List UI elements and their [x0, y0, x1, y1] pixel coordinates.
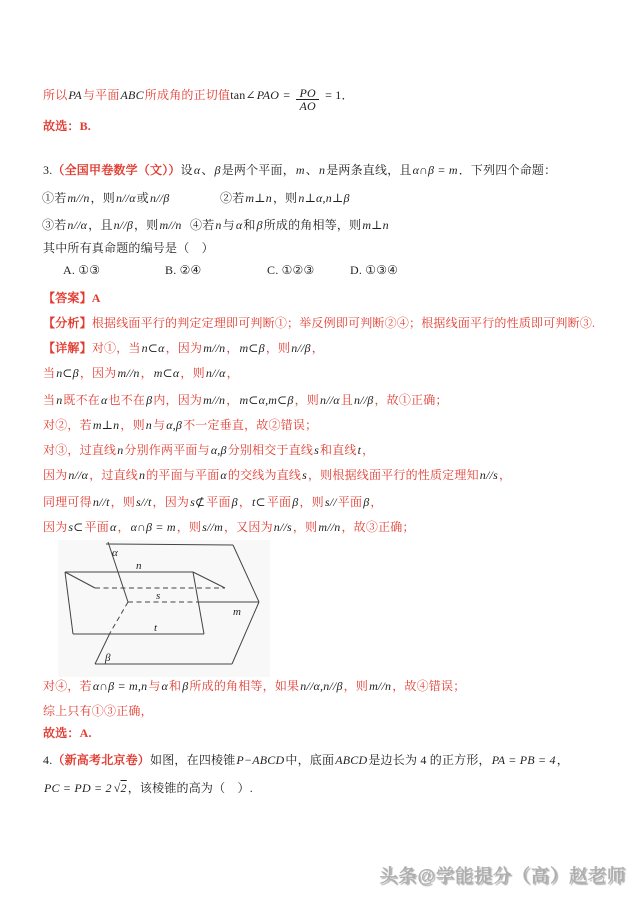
text-segment: n//α	[320, 393, 340, 407]
text-segment: ，该棱锥的高为（ ）.	[127, 781, 253, 795]
text-segment: ，且	[88, 218, 113, 232]
text-segment: 与平面	[82, 88, 120, 102]
option-d: D. ①③④	[350, 263, 399, 277]
text-segment: ③若	[42, 218, 67, 232]
text-segment: 与	[148, 679, 161, 693]
analysis-line	[43, 311, 595, 336]
planes-figure	[58, 540, 270, 677]
text-segment: s//t	[136, 495, 152, 509]
text-segment: α,β	[210, 443, 227, 457]
text-segment: α	[220, 468, 227, 482]
text-segment: n//β	[353, 393, 374, 407]
text-segment: s//m	[202, 520, 223, 534]
text-segment: ，则根据线面平行的性质定理知	[307, 468, 479, 482]
text-segment: 【分析】	[43, 316, 92, 330]
text-segment: $\frac{PO}{AO}$	[295, 87, 319, 113]
text-segment: n	[56, 393, 63, 407]
answer-choice-a-line	[43, 721, 92, 746]
text-segment: √2	[113, 781, 127, 795]
detail-line-3	[43, 388, 448, 413]
answer-choice-b-line	[43, 114, 91, 139]
text-segment: m⊥n	[92, 418, 120, 432]
text-segment: 、	[305, 163, 318, 177]
text-segment: 对②，若	[43, 418, 92, 432]
text-segment: ④若	[190, 218, 215, 232]
text-segment: ABCD	[335, 753, 368, 767]
text-segment: ，则	[176, 520, 202, 534]
text-segment: n	[318, 163, 326, 177]
text-segment: 因为	[43, 468, 68, 482]
text-segment: ，因为	[152, 495, 190, 509]
text-segment: ，	[311, 341, 324, 355]
text-segment: n//α	[67, 218, 88, 232]
text-segment: ，则	[294, 393, 319, 407]
text-segment: n//α	[115, 191, 136, 205]
text-segment: α∩β = m,n	[92, 679, 148, 693]
text-segment: ，	[362, 443, 375, 457]
option-a: A. ①③	[63, 263, 101, 277]
text-segment: 对③，过直线	[43, 443, 117, 457]
text-segment: β	[214, 163, 221, 177]
text-segment: 平面	[84, 520, 109, 534]
text-segment: 3.	[43, 163, 53, 177]
text-segment: 所成角的正切值	[144, 88, 231, 102]
text-segment: n	[117, 443, 124, 457]
text-segment: ，又因为	[223, 520, 273, 534]
text-segment: 平面	[337, 495, 363, 509]
text-segment: ，则	[120, 418, 145, 432]
text-segment: 因为	[43, 520, 68, 534]
text-segment: n//α,n//β	[300, 679, 343, 693]
solution-conclusion-line	[43, 82, 354, 113]
text-segment: m//n	[369, 679, 392, 693]
detail-line-4	[43, 413, 317, 438]
text-segment: ABC	[120, 88, 144, 102]
text-segment: 内，因为	[153, 393, 203, 407]
text-segment: 且	[340, 393, 353, 407]
text-segment: α	[109, 520, 117, 534]
figure-label-beta: β	[105, 652, 111, 664]
text-segment: PC = PD = 2	[44, 781, 112, 795]
text-segment: 同理可得	[43, 495, 92, 509]
text-segment: ，	[498, 468, 512, 482]
text-segment: 所成的角相等，则	[263, 218, 362, 232]
text-segment: ，则	[134, 218, 159, 232]
text-segment: 是两条直线，且	[326, 163, 412, 177]
text-segment: β	[292, 495, 299, 509]
text-segment: 和	[243, 218, 256, 232]
figure-beta-left-edge-hidden	[110, 602, 128, 633]
text-segment: ，	[556, 753, 569, 767]
text-segment: ，故①正确；	[374, 393, 448, 407]
text-segment: 如图，在四棱锥	[150, 753, 236, 767]
text-segment: 或	[136, 191, 149, 205]
figure-ns-plane-left-edge	[65, 572, 95, 588]
text-segment: ．	[341, 88, 354, 102]
text-segment: 是两个平面，	[221, 163, 295, 177]
text-segment: 对①，当	[91, 341, 141, 355]
text-segment: 与	[152, 418, 166, 432]
text-segment: ，故③正确；	[341, 520, 415, 534]
question-3-stem	[43, 158, 556, 183]
proposition-2	[220, 186, 351, 211]
text-segment: β	[231, 495, 238, 509]
figure-label-n: n	[136, 560, 142, 572]
detail-line-8	[43, 515, 415, 540]
text-segment: β	[182, 679, 189, 693]
text-segment: = 1	[321, 88, 342, 102]
figure-nt-plane-right-edge	[193, 572, 204, 634]
text-segment: ，则	[90, 191, 115, 205]
option-c: C. ①②③	[267, 263, 315, 277]
text-segment: 【详解】	[43, 341, 92, 355]
text-segment: m⊥n	[362, 218, 389, 232]
proposition-3	[42, 213, 183, 238]
text-segment: P−ABCD	[236, 753, 285, 767]
text-segment: PA = PB = 4	[491, 753, 556, 767]
text-segment: α∩β = m	[412, 163, 458, 177]
text-segment: 中，底面	[285, 753, 335, 767]
watermark-author: 头条@学能提分（高）赵老师	[379, 866, 626, 886]
text-segment: m//n	[318, 520, 341, 534]
text-segment: α,β	[166, 418, 183, 432]
text-segment: 根据线面平行的判定定理即可判断①；举反例即可判断②④；根据线面平行的性质即可判断③.	[91, 316, 596, 330]
option-b: B. ②④	[165, 263, 202, 277]
text-segment: t⊂	[252, 495, 266, 509]
text-segment: ，故④错误；	[392, 679, 466, 693]
text-segment: m//n	[159, 218, 182, 232]
text-segment: n//s	[273, 520, 292, 534]
text-segment: m//n	[203, 341, 226, 355]
text-segment: 4.	[43, 753, 53, 767]
text-segment: 和	[169, 679, 182, 693]
text-segment: s//	[324, 495, 337, 509]
text-segment: s⊄	[190, 495, 206, 509]
text-segment: ，	[226, 366, 239, 380]
text-segment: 既不在	[63, 393, 101, 407]
text-segment: 当	[43, 393, 56, 407]
question-4-stem-line-1	[43, 748, 569, 773]
detail-line-5	[43, 438, 374, 463]
text-segment: PA	[68, 88, 82, 102]
text-segment: 故选：B.	[43, 119, 92, 133]
text-segment: 也不在	[108, 393, 146, 407]
text-segment: ，则	[343, 679, 369, 693]
text-segment: ，	[140, 366, 153, 380]
text-segment: t	[357, 443, 362, 457]
text-segment: ，则	[265, 341, 291, 355]
text-segment: 平面	[266, 495, 292, 509]
text-segment: m//n	[67, 191, 90, 205]
answer-line	[43, 286, 101, 311]
text-segment: β	[363, 495, 370, 509]
detail-line-1	[43, 336, 324, 361]
text-segment: n//α	[68, 468, 89, 482]
text-segment: m//n	[117, 366, 140, 380]
text-segment: s	[302, 468, 307, 482]
text-segment: m⊂α,m⊂β	[239, 393, 294, 407]
text-segment: m⊂β	[239, 341, 265, 355]
text-segment: n⊂β	[56, 366, 79, 380]
text-segment: （新高考北京卷）	[52, 753, 151, 767]
text-segment: 所以	[43, 88, 68, 102]
text-segment: n⊂α	[141, 341, 165, 355]
question-4-stem-line-2	[43, 775, 253, 801]
text-segment: ，	[238, 495, 252, 509]
text-segment: n//β	[113, 218, 134, 232]
text-segment: 的平面与平面	[146, 468, 220, 482]
text-segment: 是边长为 4 的正方形，	[368, 753, 491, 767]
detail-line-9	[43, 674, 465, 699]
text-segment: m//n	[203, 393, 226, 407]
text-segment: s	[314, 443, 319, 457]
text-segment: tan∠	[230, 88, 256, 102]
text-segment: ，因为	[79, 366, 117, 380]
text-segment: 与	[222, 218, 235, 232]
text-segment: m⊂α	[153, 366, 180, 380]
text-segment: n⊥α,n⊥β	[298, 191, 350, 205]
text-segment: 其中所有真命题的编号是（ ）	[43, 241, 214, 255]
text-segment: n//α	[205, 366, 226, 380]
text-segment: 【答案】A	[43, 291, 101, 305]
text-segment: ，	[226, 393, 239, 407]
detail-line-6	[43, 463, 511, 488]
text-segment: n	[215, 218, 222, 232]
text-segment: 分别相交于直线	[227, 443, 314, 457]
text-segment: n//β	[291, 341, 311, 355]
text-segment: ．下列四个命题：	[458, 163, 557, 177]
text-segment: 所成的角相等，如果	[189, 679, 300, 693]
text-segment: 分别作两平面与	[124, 443, 210, 457]
text-segment: ，	[226, 341, 239, 355]
text-segment: ，	[117, 520, 130, 534]
text-segment: β	[256, 218, 263, 232]
text-segment: n	[145, 418, 152, 432]
text-segment: 平面	[206, 495, 231, 509]
text-segment: ，则	[110, 495, 136, 509]
figure-label-m: m	[233, 606, 241, 618]
proposition-1	[42, 186, 170, 211]
text-segment: n	[139, 468, 146, 482]
text-segment: α	[101, 393, 108, 407]
text-segment: α	[235, 218, 243, 232]
text-segment: ，	[370, 495, 383, 509]
planes-figure-svg	[58, 540, 270, 677]
text-segment: 、	[201, 163, 214, 177]
text-segment: ，则	[272, 191, 298, 205]
figure-alpha-right-edge	[233, 545, 259, 602]
text-segment: α	[161, 679, 169, 693]
text-segment: n//t	[92, 495, 110, 509]
text-segment: =	[280, 88, 294, 102]
text-segment: 和直线	[319, 443, 357, 457]
text-segment: 综上只有①③正确，	[43, 704, 153, 718]
detail-line-2	[43, 361, 239, 386]
text-segment: ①若	[42, 191, 67, 205]
text-segment: PAO	[256, 88, 280, 102]
figure-label-s: s	[156, 590, 161, 602]
text-segment: 对④，若	[43, 679, 92, 693]
text-segment: ，则	[292, 520, 318, 534]
figure-nt-plane-left-edge	[65, 572, 73, 634]
figure-ns-plane-right-edge	[193, 572, 225, 588]
text-segment: n//s	[479, 468, 498, 482]
text-segment: （全国甲卷数学（文））	[52, 163, 181, 177]
text-segment: 当	[43, 366, 56, 380]
text-segment: n//β	[149, 191, 170, 205]
text-segment: m⊥n	[245, 191, 272, 205]
figure-alpha-top-edge	[106, 544, 233, 545]
text-segment: ②若	[220, 191, 245, 205]
text-segment: 的交线为直线	[227, 468, 302, 482]
text-segment: 不一定垂直，故②错误；	[183, 418, 318, 432]
figure-label-t: t	[154, 622, 158, 634]
text-segment: s⊂	[68, 520, 84, 534]
figure-label-alpha: α	[112, 547, 118, 559]
text-segment: m	[295, 163, 305, 177]
text-segment: 设	[180, 163, 193, 177]
text-segment: 故选：A.	[43, 726, 92, 740]
text-segment: ，过直线	[89, 468, 138, 482]
text-segment: ，因为	[165, 341, 203, 355]
proposition-4	[190, 213, 390, 238]
detail-line-7	[43, 490, 383, 515]
text-segment: ，则	[299, 495, 324, 509]
text-segment: ，则	[180, 366, 205, 380]
text-segment: α	[193, 163, 201, 177]
text-segment: β	[146, 393, 153, 407]
text-segment: α∩β = m	[130, 520, 176, 534]
